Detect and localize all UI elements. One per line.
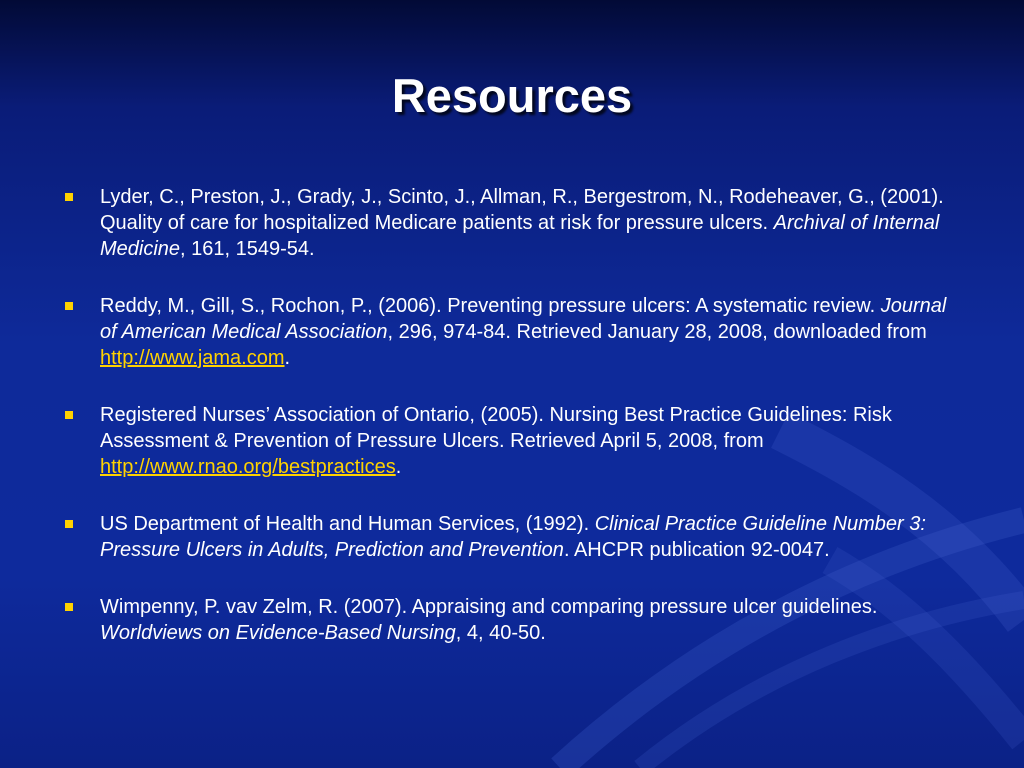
reference-item [62, 511, 962, 563]
reference-text: Lyder, C., Preston, J., Grady, J., Scinto, J., Allman, R., Bergestrom, N., Rodeheaver, G., (2001). Quality of care for hospitalized Medicare patients at risk for pressure ulcers. [100, 186, 944, 234]
reference-item [62, 293, 962, 371]
square-bullet-icon [65, 302, 73, 310]
square-bullet-icon [65, 193, 73, 201]
reference-source: Archival of Internal Medicine [100, 212, 940, 260]
reference-text: , 4, 40-50. [455, 622, 546, 644]
reference-text: , 296, 974-84. Retrieved January 28, 2008, downloaded from [387, 321, 927, 343]
square-bullet-icon [65, 411, 73, 419]
reference-source: Worldviews on Evidence-Based Nursing [100, 622, 456, 644]
reference-item [62, 594, 962, 646]
reference-text: Reddy, M., Gill, S., Rochon, P., (2006). Preventing pressure ulcers: A systematic review. [100, 295, 881, 317]
reference-item [62, 184, 962, 262]
square-bullet-icon [65, 520, 73, 528]
reference-link[interactable]: http://www.jama.com [100, 347, 285, 369]
reference-text: , 161, 1549-54. [180, 238, 315, 260]
reference-source: Clinical Practice Guideline Number 3: Pressure Ulcers in Adults, Prediction and Prevention [100, 513, 926, 561]
reference-text: US Department of Health and Human Services, (1992). [100, 513, 595, 535]
reference-list [62, 184, 962, 646]
reference-item [62, 402, 962, 480]
reference-text: Registered Nurses’ Association of Ontario, (2005). Nursing Best Practice Guidelines: Risk Assessment & Prevention of Pressure Ulcers. Retrieved April 5, 2008, from [100, 404, 892, 452]
square-bullet-icon [65, 603, 73, 611]
reference-link[interactable]: http://www.rnao.org/bestpractices [100, 456, 396, 478]
reference-text: . [284, 347, 291, 369]
reference-text: Wimpenny, P. vav Zelm, R. (2007). Appraising and comparing pressure ulcer guidelines. [100, 596, 878, 618]
reference-source: Journal of American Medical Association [100, 295, 947, 343]
slide-title: Resources [391, 69, 633, 122]
reference-text: . [395, 456, 402, 478]
reference-text: . AHCPR publication 92-0047. [563, 539, 830, 561]
